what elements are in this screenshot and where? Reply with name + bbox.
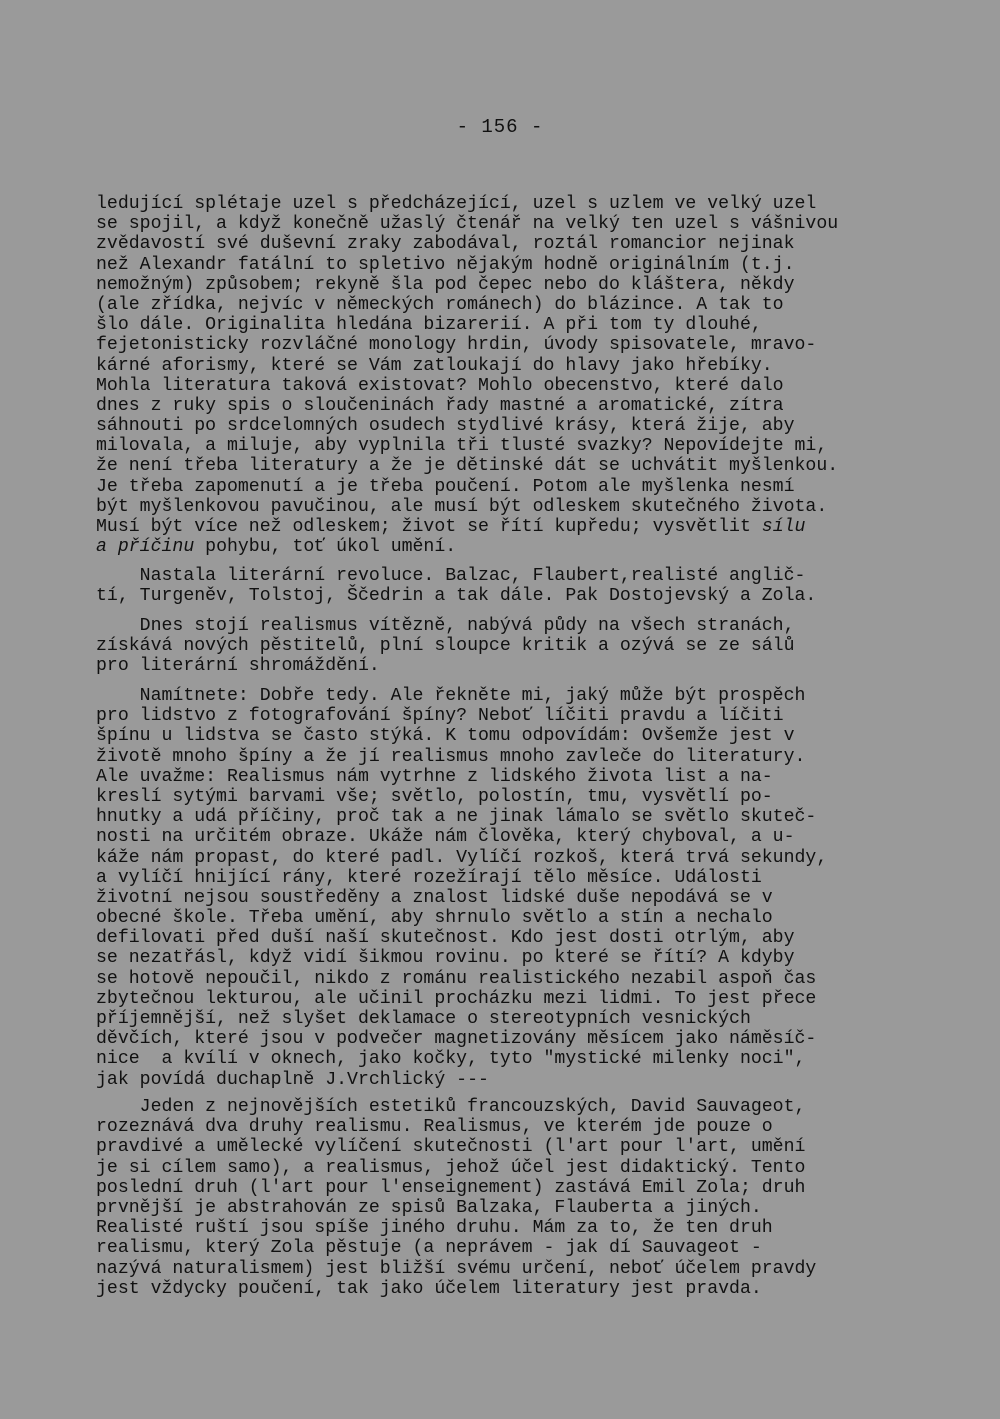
text-line: Jeden z nejnovějších estetiků francouzských, David Sauvageot, [96, 1097, 806, 1117]
italic-word: sílu [761, 517, 806, 537]
text-line: pro lidstvo z fotografování špíny? Neboť líčiti pravdu a líčiti [96, 706, 784, 727]
text-line: fejetonisticky rozvláčné monology hrdin, úvody spisovatele, mravo- [96, 335, 817, 356]
text-line: rozeznává dva druhy realismu. Realismus, ve kterém jde pouze o [96, 1117, 773, 1138]
text-line: ledující splétaje uzel s předcházející, uzel s uzlem ve velký uzel [96, 194, 817, 214]
text-line: Realisté ruští jsou spíše jiného druhu. Mám za to, že ten druh [96, 1218, 773, 1239]
text-line: nosti na určitém obraze. Ukáže nám člověka, který chyboval, a u- [96, 827, 795, 848]
text-line [96, 537, 916, 557]
text-line: prvnější je abstrahován ze spisů Balzaka, Flauberta a jiných. [96, 1197, 762, 1218]
text-line: životní nejsou soustředěny a znalost lidské duše nepodává se v [96, 887, 773, 908]
text-line: životě mnoho špíny a že jí realismus mnoho zavleče do literatury. [96, 746, 806, 767]
text-line: jest vždycky poučení, tak jako účelem literatury jest pravda. [96, 1278, 762, 1299]
paragraph-5 [96, 1097, 916, 1299]
text-line: než Alexandr fatální to spletivo nějakým hodně originálním (t.j. [96, 254, 795, 275]
text-line: zbytečnou lekturou, ale učinil procházku mezi lidmi. To jest přece [96, 988, 817, 1009]
text-line-tail: pohybu, toť úkol umění. [194, 537, 457, 558]
text-line: Mohla literatura taková existovat? Mohlo obecenstvo, které dalo [96, 375, 784, 396]
text-line: a vylíčí hnijící rány, které rozežírají tělo měsíce. Události [96, 867, 762, 888]
text-line: Namítnete: Dobře tedy. Ale řekněte mi, jaký může být prospěch [96, 686, 806, 706]
text-line: se hotově nepoučil, nikdo z románu realistického nezabil aspoň čas [96, 968, 817, 989]
text-line: je si cílem samo), a realismus, jehož účel jest didaktický. Tento [96, 1157, 806, 1178]
text-line: realismu, který Zola pěstuje (a neprávem - jak dí Sauvageot - [96, 1238, 762, 1259]
italic-phrase: a příčinu [96, 537, 195, 558]
text-line: pro literární shromáždění. [96, 656, 380, 677]
text-line: poslední druh (l'art pour l'enseignement) zastává Emil Zola; druh [96, 1177, 806, 1198]
text-line: šlo dále. Originalita hledána bizarerií. A při tom ty dlouhé, [96, 315, 762, 336]
text-line: se spojil, a když konečně užaslý čtenář na velký ten uzel s vášnivou [96, 214, 839, 235]
paragraph-4 [96, 686, 916, 1090]
text-line: nice a kvílí v oknech, jako kočky, tyto "mystické milenky noci", [96, 1049, 806, 1070]
text-line: získává nových pěstitelů, plní sloupce kritik a ozývá se ze sálů [96, 636, 795, 657]
text-line: kreslí sytými barvami vše; světlo, polostín, tmu, vysvětlí po- [96, 786, 773, 807]
text-line: Ale uvažme: Realismus nám vytrhne z lidského života list a na- [96, 766, 773, 787]
text-line: děvčích, které jsou v podvečer magnetizovány měsícem jako náměsíč- [96, 1029, 817, 1050]
text-line: pravdivé a umělecké vylíčení skutečnosti (l'art pour l'art, umění [96, 1137, 806, 1158]
text-line: Dnes stojí realismus vítězně, nabývá půdy na všech stranách, [96, 616, 795, 636]
paragraph-2 [96, 566, 916, 606]
text-line: kárné aforismy, které se Vám zatloukají do hlavy jako hřebíky. [96, 355, 773, 376]
text-line: nazývá naturalismem) jest bližší svému určení, neboť účelem pravdy [96, 1258, 817, 1279]
text-line: Je třeba zapomenutí a je třeba poučení. Potom ale myšlenka nesmí [96, 476, 795, 497]
text-line-start: Musí být více než odleskem; život se řítí kupředu; vysvětlit [96, 517, 762, 537]
text-line: káže nám propast, do které padl. Vylíčí rozkoš, která trvá sekundy, [96, 847, 828, 868]
page-number: - 156 - [456, 116, 544, 138]
text-line: milovala, a miluje, aby vyplnila tři tlusté svazky? Nepovídejte mi, [96, 436, 828, 457]
text-line: zvědavostí své duševní zraky zabodával, roztál romancior nejinak [96, 234, 795, 255]
text-line: příjemnější, než slyšet deklamace o stereotypních vesnických [96, 1009, 751, 1029]
text-line: sáhnouti po srdcelomných osudech stydlivé krásy, která žije, aby [96, 416, 795, 437]
text-line [96, 517, 916, 537]
text-line: obecné škole. Třeba umění, aby shrnulo světlo a stín a nechalo [96, 908, 773, 929]
text-line: se nezatřásl, když vidí šikmou rovinu. po které se řítí? A kdyby [96, 948, 795, 969]
paragraph-1 [96, 194, 916, 557]
text-line: že není třeba literatury a že je dětinské dát se uchvátit myšlenkou. [96, 456, 839, 477]
text-line: hnutky a udá příčiny, proč tak a ne jinak lámalo se světlo skuteč- [96, 807, 817, 828]
text-line: dnes z ruky spis o sloučeninách řady mastné a aromatické, zítra [96, 395, 784, 416]
paragraph-3 [96, 616, 916, 677]
text-line: defilovati před duší naší skutečnost. Kdo jest dosti otrlým, aby [96, 928, 795, 949]
text-line: jak povídá duchaplně J.Vrchlický --- [96, 1069, 489, 1090]
text-line: špínu u lidstva se často stýká. K tomu odpovídám: Ovšemže jest v [96, 726, 795, 747]
text-line: (ale zřídka, nejvíc v německých románech) do blázince. A tak to [96, 294, 784, 315]
text-line: být myšlenkovou pavučinou, ale musí být odleskem skutečného života. [96, 496, 828, 517]
text-line: Nastala literární revoluce. Balzac, Flaubert,realisté anglič- [96, 566, 806, 586]
text-line: nemožným) způsobem; rekyně šla pod čepec nebo do kláštera, někdy [96, 274, 795, 295]
text-line: tí, Turgeněv, Tolstoj, Ščedrin a tak dále. Pak Dostojevský a Zola. [96, 586, 817, 607]
